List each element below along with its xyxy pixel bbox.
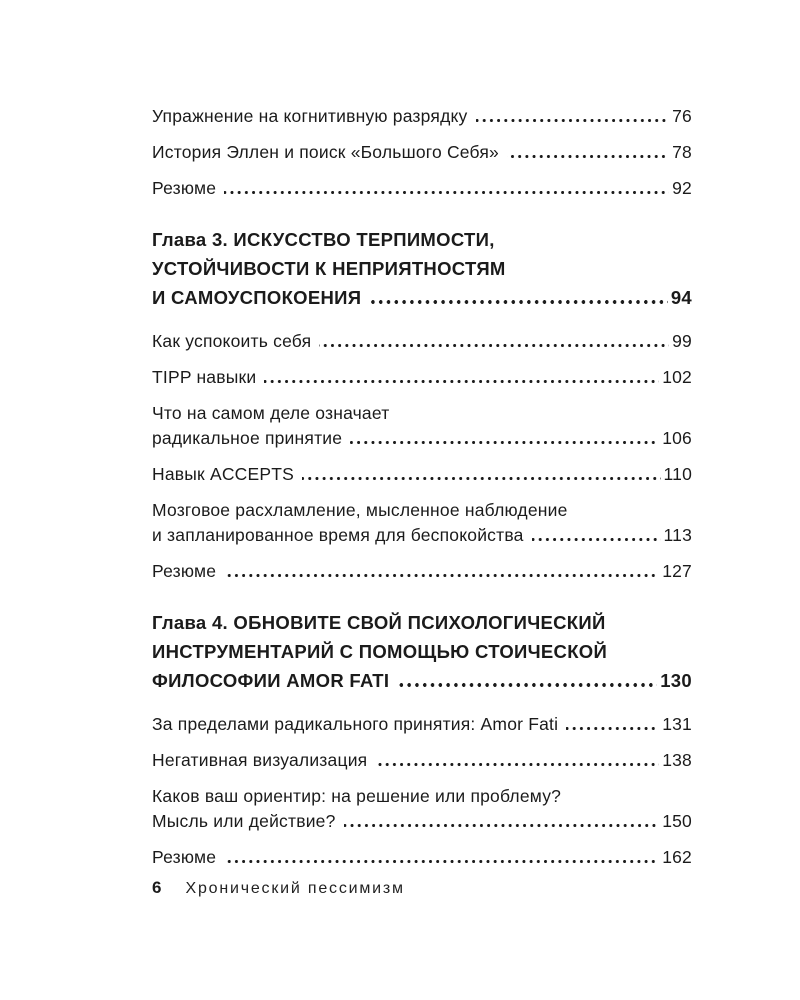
toc-entry-title: Резюме [152,178,217,198]
toc-entry-title: Мысль или действие? [152,811,336,831]
toc-entry [152,712,692,737]
toc-entry-title: Навык ACCEPTS [152,464,295,484]
toc-entry-page: 102 [662,367,692,387]
chapter-title-last-line [152,283,692,312]
dot-leader [397,683,657,687]
toc-entry-page: 130 [660,670,692,691]
toc-entry-page: 131 [662,714,692,734]
toc-entry-title-line: Каков ваш ориентир: на решение или проблему? [152,786,562,806]
toc-entry [152,104,692,129]
toc-entry-page: 110 [663,464,692,484]
folio-page-number: 6 [152,878,162,897]
toc-entry [152,462,692,487]
toc-entry-page: 99 [672,331,692,351]
toc-entry-last-line [152,809,692,834]
toc-entry-title: Упражнение на когнитивную разрядку [152,106,468,126]
toc-entry [152,748,692,773]
dot-leader [224,860,659,863]
toc-entry-last-line [152,523,692,548]
toc-entry [152,140,692,165]
dot-leader [476,119,670,122]
toc-entry [152,845,692,870]
toc-entry-title: Негативная визуализация [152,750,368,770]
chapter-title-line: Глава 3. ИСКУССТВО ТЕРПИМОСТИ, [152,229,495,250]
toc-entry [152,329,692,354]
chapter-title-text: И САМОУСПОКОЕНИЯ [152,287,362,308]
toc-entry [152,176,692,201]
toc-entry [152,784,692,834]
chapter-title-line: УСТОЙЧИВОСТИ К НЕПРИЯТНОСТЯМ [152,258,506,279]
toc-entry [152,365,692,390]
dot-leader [319,344,669,347]
dot-leader [350,441,659,444]
toc-entry-title: Резюме [152,847,217,867]
dot-leader [532,538,661,541]
dot-leader [344,824,660,827]
toc-entry-title: TIPP навыки [152,367,257,387]
table-of-contents [152,104,692,881]
toc-chapter-heading [152,225,692,312]
dot-leader [375,763,659,766]
toc-entry-title: Как успокоить себя [152,331,312,351]
toc-entry-title-line: Мозговое расхламление, мысленное наблюдение [152,500,568,520]
dot-leader [566,727,659,730]
page-footer [152,878,405,898]
chapter-title-line: Глава 4. ОБНОВИТЕ СВОЙ ПСИХОЛОГИЧЕСКИЙ [152,612,606,633]
chapter-title-last-line [152,666,692,695]
dot-leader [302,477,660,480]
toc-entry-title: и запланированное время для беспокойства [152,525,524,545]
toc-entry-page: 127 [662,561,692,581]
chapter-title-text: ФИЛОСОФИИ AMOR FATI [152,670,390,691]
dot-leader [224,191,669,194]
toc-entry-page: 92 [672,178,692,198]
toc-entry-title: История Эллен и поиск «Большого Себя» [152,142,499,162]
toc-entry-page: 94 [670,287,692,308]
toc-entry-page: 138 [662,750,692,770]
toc-entry [152,498,692,548]
dot-leader [264,380,659,383]
toc-entry-title: радикальное принятие [152,428,343,448]
toc-entry-page: 78 [672,142,692,162]
toc-entry-title: За пределами радикального принятия: Amor Fati [152,714,559,734]
toc-entry-title-line: Что на самом деле означает [152,403,390,423]
dot-leader [224,574,659,577]
toc-entry-page: 76 [672,106,692,126]
chapter-title-line: ИНСТРУМЕНТАРИЙ С ПОМОЩЬЮ СТОИЧЕСКОЙ [152,641,608,662]
dot-leader [369,300,667,304]
toc-entry-page: 106 [662,428,692,448]
toc-entry-page: 150 [662,811,692,831]
toc-entry [152,559,692,584]
toc-entry-page: 162 [662,847,692,867]
toc-entry-page: 113 [663,525,692,545]
dot-leader [507,155,669,158]
toc-entry-last-line [152,426,692,451]
toc-entry [152,401,692,451]
running-book-title: Хронический пессимизм [185,880,405,897]
toc-entry-title: Резюме [152,561,217,581]
toc-chapter-heading [152,608,692,695]
